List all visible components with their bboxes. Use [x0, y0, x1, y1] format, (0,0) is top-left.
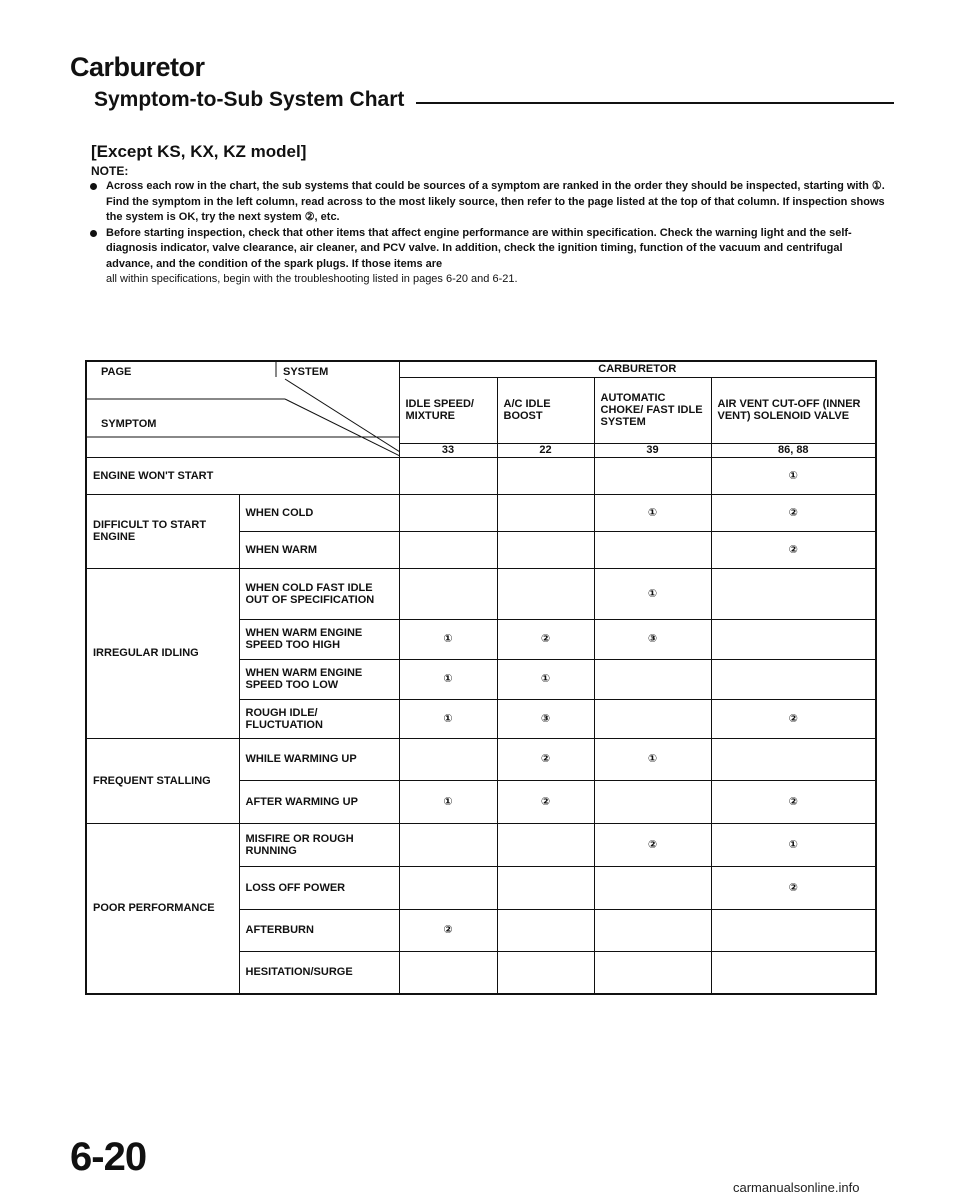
bullet-icon — [90, 183, 97, 190]
rank-mark: ① — [399, 699, 497, 738]
table-row — [86, 738, 876, 780]
symptom-cell: ROUGH IDLE/ FLUCTUATION — [239, 699, 399, 738]
rank-mark — [711, 568, 876, 619]
rank-mark: ② — [594, 823, 711, 866]
rank-mark — [594, 531, 711, 568]
symptom-group: IRREGULAR IDLING — [86, 568, 239, 738]
rank-mark — [399, 457, 497, 494]
section-title: Symptom-to-Sub System Chart — [94, 88, 405, 111]
rank-mark — [399, 568, 497, 619]
symptom-cell: ENGINE WON'T START — [86, 457, 399, 494]
rank-mark — [594, 699, 711, 738]
note-item — [88, 179, 888, 226]
note-text-continued: all within specifications, begin with the troubleshooting listed in pages 6-20 and 6-21. — [106, 273, 518, 285]
rank-mark: ② — [497, 780, 594, 823]
rank-mark: ① — [497, 659, 594, 699]
symptom-cell: WHEN WARM ENGINE SPEED TOO LOW — [239, 659, 399, 699]
rank-mark — [497, 951, 594, 994]
rank-mark — [399, 494, 497, 531]
symptom-group: POOR PERFORMANCE — [86, 823, 239, 994]
rank-mark — [497, 866, 594, 909]
rank-mark — [399, 738, 497, 780]
note-label: NOTE: — [91, 164, 129, 178]
rank-mark — [711, 951, 876, 994]
rank-mark — [594, 866, 711, 909]
rank-mark: ① — [711, 823, 876, 866]
table-row — [86, 457, 876, 494]
header-divider-lines — [87, 362, 400, 456]
watermark: carmanualsonline.info — [733, 1180, 860, 1195]
rank-mark — [497, 823, 594, 866]
rank-mark — [594, 659, 711, 699]
column-header: A/C IDLE BOOST — [497, 377, 594, 443]
symptom-group: FREQUENT STALLING — [86, 738, 239, 823]
rank-mark: ② — [399, 909, 497, 951]
rank-mark — [399, 823, 497, 866]
rank-mark: ① — [594, 738, 711, 780]
symptom-cell: WHEN COLD — [239, 494, 399, 531]
symptom-cell: WHEN COLD FAST IDLE OUT OF SPECIFICATION — [239, 568, 399, 619]
column-page: 22 — [497, 443, 594, 457]
symptom-cell: WHEN WARM ENGINE SPEED TOO HIGH — [239, 619, 399, 659]
column-page: 86, 88 — [711, 443, 876, 457]
symptom-cell: LOSS OFF POWER — [239, 866, 399, 909]
rank-mark — [711, 659, 876, 699]
rank-mark — [711, 909, 876, 951]
symptom-cell: AFTERBURN — [239, 909, 399, 951]
rank-mark — [594, 951, 711, 994]
rank-mark: ① — [594, 494, 711, 531]
model-note: [Except KS, KX, KZ model] — [91, 142, 307, 161]
rank-mark — [399, 531, 497, 568]
rank-mark: ① — [594, 568, 711, 619]
symptom-cell: WHEN WARM — [239, 531, 399, 568]
symptom-cell: WHILE WARMING UP — [239, 738, 399, 780]
rank-mark: ① — [399, 619, 497, 659]
table-row — [86, 568, 876, 619]
rank-mark — [497, 457, 594, 494]
column-page: 39 — [594, 443, 711, 457]
symptom-cell: MISFIRE OR ROUGH RUNNING — [239, 823, 399, 866]
rank-mark — [594, 780, 711, 823]
header-diagonal-cell — [86, 361, 399, 457]
rank-mark — [711, 619, 876, 659]
rank-mark: ③ — [594, 619, 711, 659]
table-row — [86, 494, 876, 531]
rank-mark: ② — [497, 619, 594, 659]
rank-mark: ② — [711, 494, 876, 531]
rank-mark — [497, 568, 594, 619]
rank-mark: ① — [711, 457, 876, 494]
column-header: AIR VENT CUT-OFF (INNER VENT) SOLENOID VALVE — [711, 377, 876, 443]
note-text: Across each row in the chart, the sub systems that could be sources of a symptom are ranked in the order they should be inspected, starting with ①. Find the symptom in the left column, read across to the most likely source, then refer to the page listed at the top of that column. If inspection shows the system is OK, try the next system ②, etc. — [106, 180, 885, 223]
rank-mark: ② — [711, 866, 876, 909]
symptom-cell: HESITATION/SURGE — [239, 951, 399, 994]
column-header: IDLE SPEED/ MIXTURE — [399, 377, 497, 443]
page-number: 6-20 — [70, 1135, 147, 1179]
symptom-cell: AFTER WARMING UP — [239, 780, 399, 823]
system-label: SYSTEM — [283, 366, 329, 378]
symptom-chart — [85, 360, 877, 995]
section-heading — [94, 88, 894, 112]
column-header: AUTOMATIC CHOKE/ FAST IDLE SYSTEM — [594, 377, 711, 443]
symptom-group: DIFFICULT TO START ENGINE — [86, 494, 239, 568]
page-title: Carburetor — [70, 52, 205, 82]
rank-mark: ② — [711, 780, 876, 823]
rank-mark — [497, 909, 594, 951]
page-label: PAGE — [101, 366, 132, 378]
symptom-label: SYMPTOM — [101, 418, 157, 430]
rank-mark: ① — [399, 780, 497, 823]
rank-mark — [594, 909, 711, 951]
rank-mark — [497, 494, 594, 531]
heading-rule — [416, 102, 894, 104]
note-item — [88, 226, 888, 288]
rank-mark: ③ — [497, 699, 594, 738]
rank-mark — [594, 457, 711, 494]
column-page: 33 — [399, 443, 497, 457]
rank-mark — [497, 531, 594, 568]
rank-mark — [399, 866, 497, 909]
notes-list — [88, 179, 888, 288]
table-row — [86, 823, 876, 866]
bullet-icon — [90, 230, 97, 237]
carburetor-header: CARBURETOR — [399, 361, 876, 377]
rank-mark: ① — [399, 659, 497, 699]
rank-mark: ② — [497, 738, 594, 780]
rank-mark: ② — [711, 699, 876, 738]
rank-mark — [399, 951, 497, 994]
rank-mark: ② — [711, 531, 876, 568]
rank-mark — [711, 738, 876, 780]
note-text: Before starting inspection, check that other items that affect engine performance are within specification. Check the warning light and the self-diagnosis indicator, valve clearance, air cleaner, and PCV valve. In addition, check the ignition timing, function of the vacuum and centrifugal advance, and the condition of the spark plugs. If those items are — [106, 226, 852, 270]
